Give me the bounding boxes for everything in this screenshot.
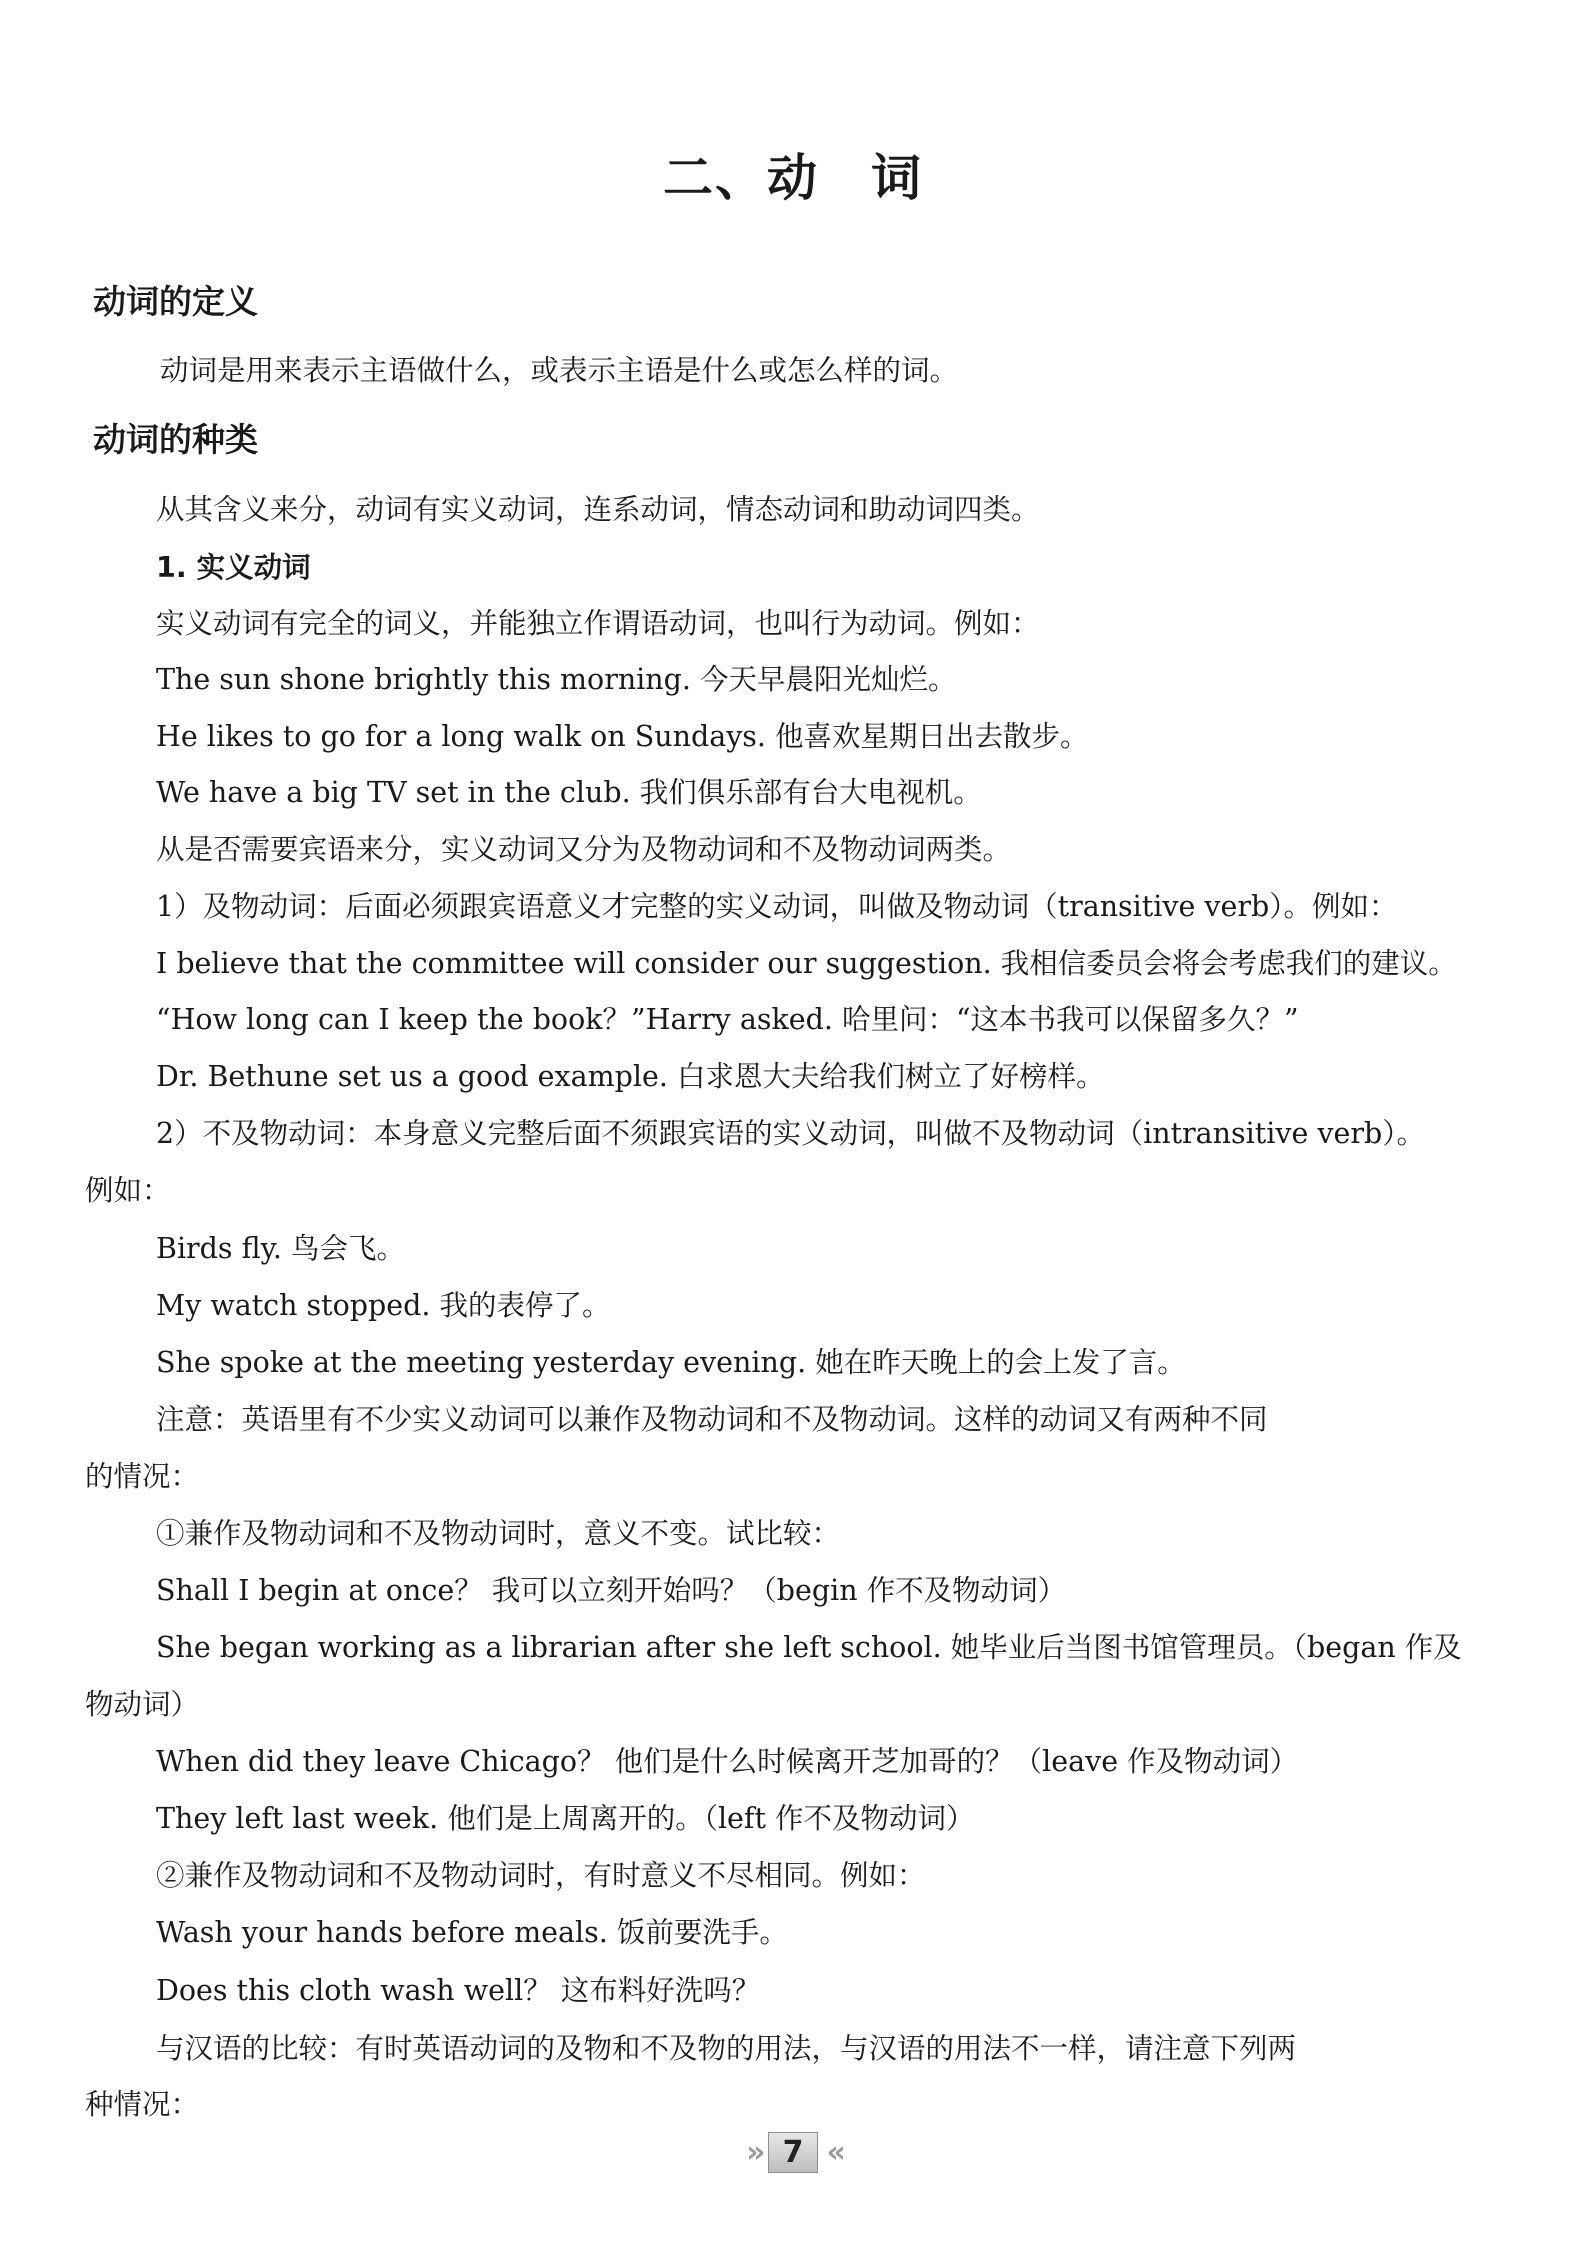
example-line: They left last week. 他们是上周离开的。（left 作不及物动词） bbox=[156, 1802, 975, 1835]
paragraph-line: 动词是用来表示主语做什么，或表示主语是什么或怎么样的词。 bbox=[160, 354, 959, 387]
example-line-continued: 物动词） bbox=[85, 1688, 200, 1721]
example-line: My watch stopped. 我的表停了。 bbox=[156, 1289, 611, 1322]
paragraph-line: 与汉语的比较：有时英语动词的及物和不及物的用法，与汉语的用法不一样，请注意下列两 bbox=[156, 2032, 1297, 2065]
page-footer bbox=[0, 2132, 1586, 2173]
example-line: Wash your hands before meals. 饭前要洗手。 bbox=[156, 1916, 788, 1949]
paragraph-line: 从是否需要宾语来分，实义动词又分为及物动词和不及物动词两类。 bbox=[156, 833, 1012, 866]
example-line: Dr. Bethune set us a good example. 白求恩大夫给我们树立了好榜样。 bbox=[156, 1060, 1105, 1093]
example-line: “How long can I keep the book？”Harry asked. 哈里问：“这本书我可以保留多久？” bbox=[156, 1003, 1299, 1036]
paragraph-line: 1）及物动词：后面必须跟宾语意义才完整的实义动词，叫做及物动词（transitive verb）。例如： bbox=[156, 890, 1398, 923]
example-line: She spoke at the meeting yesterday evening. 她在昨天晚上的会上发了言。 bbox=[156, 1346, 1186, 1379]
chevron-right-double-icon: » bbox=[746, 2135, 760, 2170]
note-line-continued: 的情况： bbox=[85, 1460, 200, 1493]
chevron-left-double-icon: « bbox=[826, 2135, 840, 2170]
paragraph-line: 从其含义来分，动词有实义动词，连系动词，情态动词和助动词四类。 bbox=[156, 493, 1040, 526]
example-line: I believe that the committee will consider our suggestion. 我相信委员会将会考虑我们的建议。 bbox=[156, 947, 1457, 980]
paragraph-line-continued: 种情况： bbox=[85, 2088, 200, 2121]
section-heading-definition: 动词的定义 bbox=[93, 282, 258, 321]
example-line: When did they leave Chicago？ 他们是什么时候离开芝加哥的？（leave 作及物动词） bbox=[156, 1745, 1299, 1778]
paragraph-line-continued: 例如： bbox=[85, 1174, 171, 1207]
page-title: 二、动 词 bbox=[663, 149, 923, 207]
example-line: Does this cloth wash well？ 这布料好洗吗？ bbox=[156, 1974, 761, 2007]
example-line: Birds fly. 鸟会飞。 bbox=[156, 1232, 406, 1265]
paragraph-line: 2）不及物动词：本身意义完整后面不须跟宾语的实义动词，叫做不及物动词（intransitive verb）。 bbox=[156, 1117, 1425, 1150]
paragraph-line: ①兼作及物动词和不及物动词时，意义不变。试比较： bbox=[156, 1517, 841, 1550]
paragraph-line: ②兼作及物动词和不及物动词时，有时意义不尽相同。例如： bbox=[156, 1859, 926, 1892]
example-line: We have a big TV set in the club. 我们俱乐部有台大电视机。 bbox=[156, 776, 982, 809]
paragraph-line: 实义动词有完全的词义，并能独立作谓语动词，也叫行为动词。例如： bbox=[156, 607, 1040, 640]
page-number: 7 bbox=[768, 2132, 819, 2173]
example-line: He likes to go for a long walk on Sundays. 他喜欢星期日出去散步。 bbox=[156, 720, 1089, 753]
example-line: The sun shone brightly this morning. 今天早晨阳光灿烂。 bbox=[156, 663, 957, 696]
example-line: She began working as a librarian after she left school. 她毕业后当图书馆管理员。（began 作及 bbox=[156, 1631, 1462, 1664]
note-line: 注意：英语里有不少实义动词可以兼作及物动词和不及物动词。这样的动词又有两种不同 bbox=[156, 1403, 1268, 1436]
section-heading-kinds: 动词的种类 bbox=[93, 420, 258, 459]
subheading-content-verbs: 1. 实义动词 bbox=[156, 551, 311, 584]
example-line: Shall I begin at once？ 我可以立刻开始吗？（begin 作不及物动词） bbox=[156, 1574, 1067, 1607]
